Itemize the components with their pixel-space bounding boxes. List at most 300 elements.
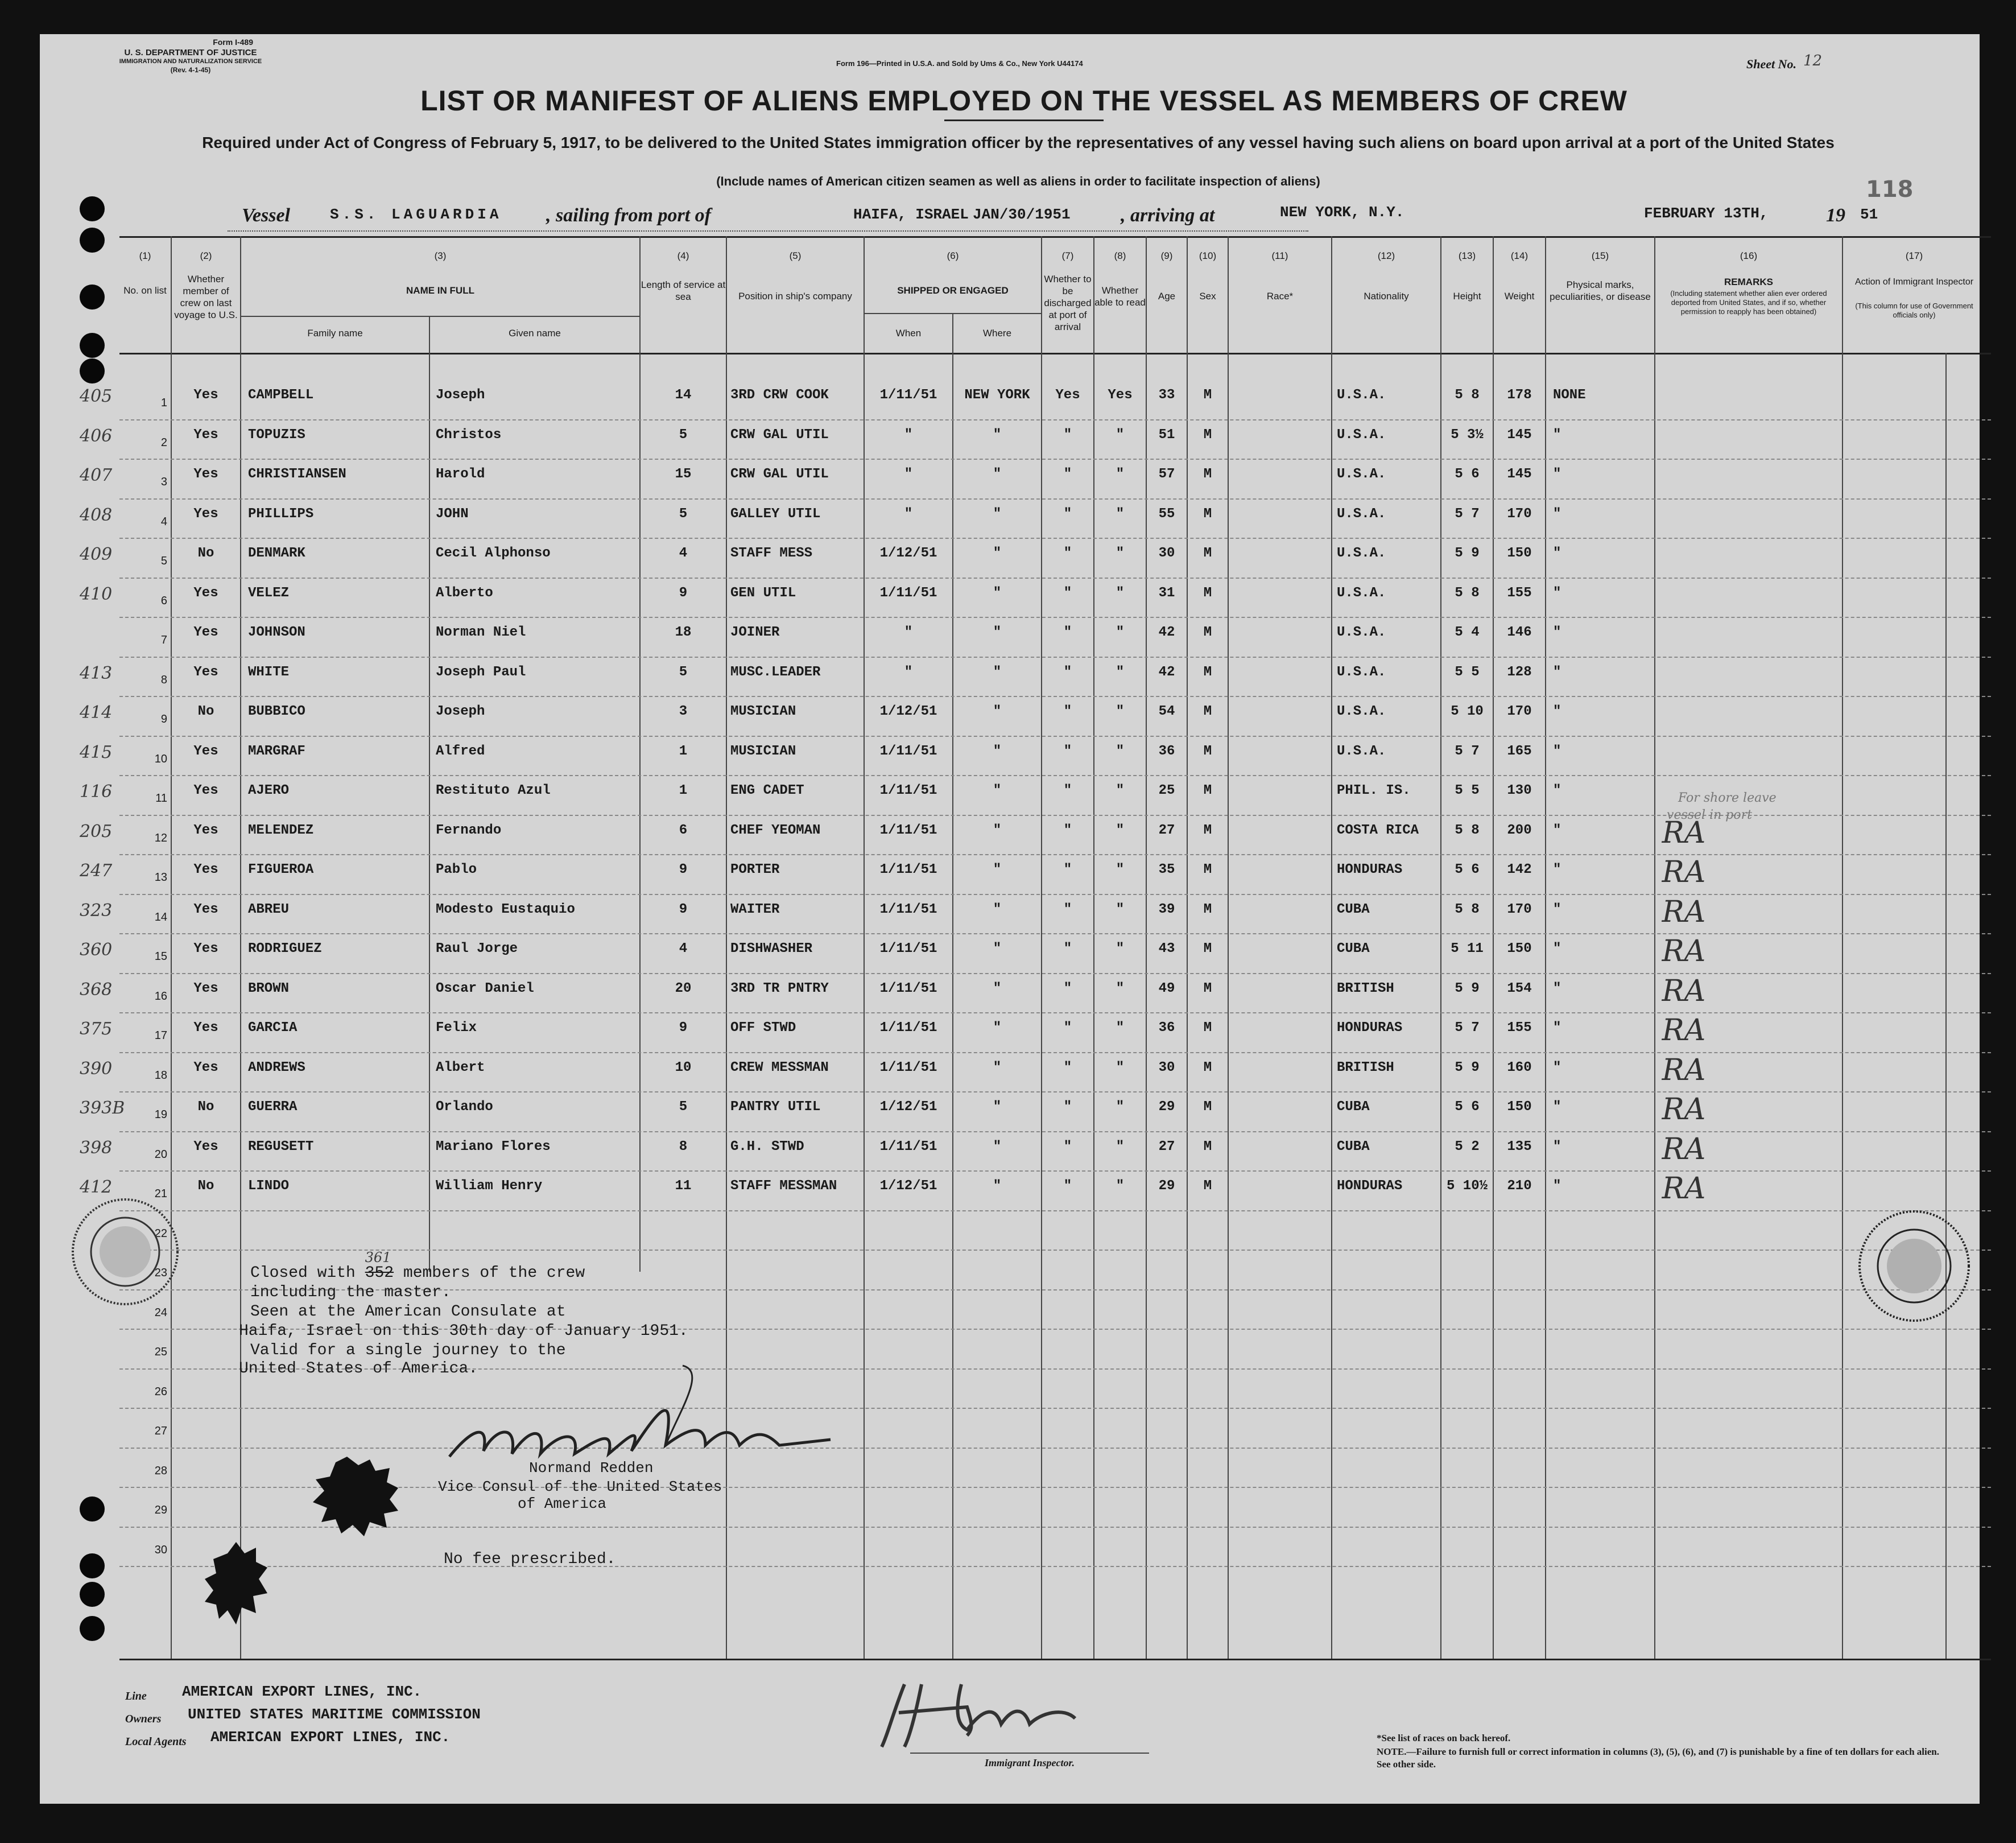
cell-age: 27 bbox=[1158, 1139, 1175, 1155]
remarks-ra-initials: RA bbox=[1662, 1092, 1706, 1127]
cell-nat: BRITISH bbox=[1337, 980, 1394, 996]
cell-nat: U.S.A. bbox=[1337, 546, 1386, 561]
cell-age: 29 bbox=[1158, 1099, 1175, 1115]
cell-where: " bbox=[993, 980, 1002, 996]
punch-hole bbox=[80, 333, 105, 358]
cell-phys: " bbox=[1553, 546, 1561, 561]
punch-hole bbox=[80, 358, 105, 384]
cell-phys: " bbox=[1553, 704, 1561, 719]
cell-given: Orlando bbox=[436, 1099, 493, 1115]
cell-age: 36 bbox=[1158, 743, 1175, 759]
cell-read: " bbox=[1116, 704, 1125, 719]
row-rule bbox=[119, 1210, 1991, 1211]
cell-family: RODRIGUEZ bbox=[248, 941, 322, 956]
cell-sex: M bbox=[1203, 664, 1212, 680]
cell-disch: " bbox=[1063, 862, 1072, 877]
cell-age: 31 bbox=[1158, 585, 1175, 601]
row-number: 27 bbox=[154, 1425, 167, 1437]
cert-line5: Valid for a single journey to the bbox=[250, 1342, 566, 1359]
cell-weight: 150 bbox=[1507, 546, 1532, 561]
col-head-shipped: SHIPPED OR ENGAGED bbox=[897, 285, 1009, 296]
cell-height: 5 7 bbox=[1455, 743, 1480, 759]
cell-phys: " bbox=[1553, 743, 1561, 759]
row-rule bbox=[119, 1250, 1991, 1251]
cell-disch: " bbox=[1063, 625, 1072, 640]
cell-read: Yes bbox=[1108, 387, 1133, 403]
cell-when: 1/11/51 bbox=[879, 1059, 937, 1075]
cell-sex: M bbox=[1203, 1059, 1212, 1075]
cell-height: 5 4 bbox=[1455, 625, 1480, 640]
cell-phys: " bbox=[1553, 783, 1561, 798]
form-note: (Include names of American citizen seamen as well as aliens in order to facilitate inspection of aliens) bbox=[716, 174, 1320, 188]
row-number: 23 bbox=[154, 1267, 167, 1279]
col-head-height: Height bbox=[1453, 291, 1481, 302]
arriving-label: , arriving at bbox=[1121, 205, 1215, 226]
handwritten-manifest-number: 375 bbox=[80, 1019, 113, 1039]
cell-family: REGUSETT bbox=[248, 1139, 314, 1155]
cell-position: GALLEY UTIL bbox=[730, 506, 821, 522]
remarks-ra-initials: RA bbox=[1662, 934, 1706, 968]
owners-value: UNITED STATES MARITIME COMMISSION bbox=[188, 1706, 481, 1723]
col-head-physical: Physical marks, peculiarities, or disease bbox=[1550, 279, 1651, 302]
cell-crew: Yes bbox=[193, 467, 218, 482]
cell-given: Joseph Paul bbox=[436, 664, 526, 680]
cell-sex: M bbox=[1203, 467, 1212, 482]
inspector-label: Immigrant Inspector. bbox=[984, 1757, 1075, 1768]
cell-crew: Yes bbox=[193, 941, 218, 956]
remarks-ra-initials: RA bbox=[1662, 1053, 1706, 1087]
punch-hole bbox=[80, 1616, 105, 1641]
cell-family: ANDREWS bbox=[248, 1059, 305, 1075]
cert-typed-count: 352 bbox=[365, 1264, 394, 1282]
cell-crew: Yes bbox=[193, 427, 218, 443]
cell-phys: " bbox=[1553, 625, 1561, 640]
row-number: 7 bbox=[160, 634, 167, 646]
cert-line3: Seen at the American Consulate at bbox=[250, 1303, 566, 1321]
cell-position: CRW GAL UTIL bbox=[730, 467, 829, 482]
cell-read: " bbox=[1116, 506, 1125, 522]
form-subtitle: Required under Act of Congress of February 5, 1917, to be delivered to the United States immigration officer by the representatives of any vessel having such aliens on board upon arrival at a port of the United States bbox=[202, 134, 1835, 151]
row-number: 15 bbox=[154, 950, 167, 963]
races-note: *See list of races on back hereof. bbox=[1377, 1733, 1511, 1743]
handwritten-manifest-number: 398 bbox=[80, 1137, 113, 1158]
crew-row bbox=[40, 739, 1980, 779]
cell-where: " bbox=[993, 1059, 1002, 1075]
cell-sex: M bbox=[1203, 1020, 1212, 1036]
cell-weight: 200 bbox=[1507, 822, 1532, 838]
cell-position: MUSICIAN bbox=[730, 743, 796, 759]
cell-read: " bbox=[1116, 1178, 1125, 1194]
handwritten-manifest-number: 410 bbox=[80, 584, 113, 604]
cell-crew: Yes bbox=[193, 585, 218, 601]
cell-position: CREW MESSMAN bbox=[730, 1059, 829, 1075]
cell-age: 49 bbox=[1158, 980, 1175, 996]
cell-phys: " bbox=[1553, 980, 1561, 996]
cell-nat: CUBA bbox=[1337, 901, 1370, 917]
cell-when: 1/11/51 bbox=[879, 387, 937, 403]
col-num: (17) bbox=[1905, 250, 1923, 261]
cell-crew: No bbox=[197, 704, 214, 719]
cell-family: LINDO bbox=[248, 1178, 290, 1194]
punch-hole bbox=[80, 1582, 105, 1607]
col-head-when: When bbox=[895, 328, 922, 339]
cell-given: JOHN bbox=[436, 506, 469, 522]
cell-weight: 155 bbox=[1507, 1020, 1532, 1036]
cell-height: 5 6 bbox=[1455, 862, 1480, 877]
cell-service: 18 bbox=[675, 625, 692, 640]
col-head-discharged: Whether to be discharged at port of arrival bbox=[1044, 274, 1092, 332]
cell-given: Alfred bbox=[436, 743, 485, 759]
cell-given: Cecil Alphonso bbox=[436, 546, 551, 561]
cell-family: VELEZ bbox=[248, 585, 290, 601]
cert-hand-count: 361 bbox=[365, 1250, 391, 1265]
cell-position: PORTER bbox=[730, 862, 780, 877]
handwritten-manifest-number: 408 bbox=[80, 505, 113, 525]
row-number: 6 bbox=[160, 594, 167, 607]
cell-height: 5 6 bbox=[1455, 1099, 1480, 1115]
cell-read: " bbox=[1116, 822, 1125, 838]
cell-sex: M bbox=[1203, 1178, 1212, 1194]
line-label: Line bbox=[125, 1690, 147, 1702]
row-number: 4 bbox=[160, 515, 167, 528]
cell-height: 5 2 bbox=[1455, 1139, 1480, 1155]
cell-when: 1/11/51 bbox=[879, 585, 937, 601]
row-rule bbox=[119, 1448, 1991, 1449]
departure-port: HAIFA, ISRAEL bbox=[853, 206, 969, 223]
cell-crew: Yes bbox=[193, 625, 218, 640]
row-rule bbox=[119, 775, 1991, 776]
cell-position: 3RD CRW COOK bbox=[730, 387, 829, 403]
cell-phys: NONE bbox=[1553, 387, 1586, 403]
cell-height: 5 9 bbox=[1455, 1059, 1480, 1075]
cell-phys: " bbox=[1553, 1059, 1561, 1075]
cell-crew: Yes bbox=[193, 387, 218, 403]
cell-given: Raul Jorge bbox=[436, 941, 518, 956]
remarks-ra-initials: RA bbox=[1662, 1013, 1706, 1048]
department: U. S. DEPARTMENT OF JUSTICE bbox=[124, 48, 257, 57]
cell-nat: U.S.A. bbox=[1337, 427, 1386, 443]
cell-disch: " bbox=[1063, 1059, 1072, 1075]
cell-when: 1/11/51 bbox=[879, 1139, 937, 1155]
cell-weight: 146 bbox=[1507, 625, 1532, 640]
cell-read: " bbox=[1116, 664, 1125, 680]
row-rule bbox=[119, 696, 1991, 697]
cell-nat: HONDURAS bbox=[1337, 1020, 1403, 1036]
cell-disch: " bbox=[1063, 783, 1072, 798]
cell-service: 4 bbox=[679, 941, 688, 956]
cell-position: JOINER bbox=[730, 625, 780, 640]
cell-when: 1/11/51 bbox=[879, 783, 937, 798]
col-head-action: Action of Immigrant Inspector bbox=[1854, 277, 1974, 287]
col-num: (1) bbox=[139, 250, 151, 261]
remarks-ra-initials: RA bbox=[1662, 974, 1706, 1008]
cell-where: " bbox=[993, 822, 1002, 838]
cell-service: 5 bbox=[679, 506, 688, 522]
cell-height: 5 6 bbox=[1455, 467, 1480, 482]
row-rule bbox=[119, 498, 1991, 500]
cell-read: " bbox=[1116, 1139, 1125, 1155]
arrival-port: NEW YORK, N.Y. bbox=[1280, 204, 1404, 221]
arrival-date: FEBRUARY 13TH, bbox=[1644, 205, 1769, 222]
cell-crew: Yes bbox=[193, 506, 218, 522]
col-head-given: Given name bbox=[509, 328, 561, 339]
row-rule bbox=[119, 419, 1991, 420]
cell-service: 3 bbox=[679, 704, 688, 719]
cell-where: " bbox=[993, 743, 1002, 759]
consul-title: Vice Consul of the United States bbox=[438, 1478, 722, 1495]
cell-position: STAFF MESS bbox=[730, 546, 813, 561]
crew-row bbox=[40, 1092, 1980, 1135]
row-number: 21 bbox=[154, 1188, 167, 1200]
col-head-crew: Whether member of crew on last voyage to U.S. bbox=[174, 274, 238, 320]
cell-nat: U.S.A. bbox=[1337, 704, 1386, 719]
cell-when: " bbox=[904, 427, 913, 443]
cell-given: Felix bbox=[436, 1020, 477, 1036]
crew-row bbox=[40, 976, 1980, 1016]
cell-position: WAITER bbox=[730, 901, 780, 917]
cell-sex: M bbox=[1203, 506, 1212, 522]
cell-nat: PHIL. IS. bbox=[1337, 783, 1411, 798]
col-head-position: Position in ship's company bbox=[738, 291, 852, 302]
cell-when: 1/11/51 bbox=[879, 941, 937, 956]
row-rule bbox=[119, 1408, 1991, 1409]
col-head-name: NAME IN FULL bbox=[406, 285, 474, 296]
cell-family: JOHNSON bbox=[248, 625, 305, 640]
col-head-age: Age bbox=[1158, 291, 1176, 302]
cell-position: GEN UTIL bbox=[730, 585, 796, 601]
col-num: (2) bbox=[200, 250, 212, 261]
remarks-ra-initials: RA bbox=[1662, 815, 1706, 850]
cell-height: 5 10 bbox=[1451, 704, 1484, 719]
cell-nat: CUBA bbox=[1337, 941, 1370, 956]
remarks-ra-initials: RA bbox=[1662, 855, 1706, 889]
cell-read: " bbox=[1116, 941, 1125, 956]
cell-nat: HONDURAS bbox=[1337, 862, 1403, 877]
cell-given: Mariano Flores bbox=[436, 1139, 551, 1155]
cell-when: 1/12/51 bbox=[879, 704, 937, 719]
cell-age: 33 bbox=[1158, 387, 1175, 403]
cert-line6: United States of America. bbox=[239, 1360, 478, 1378]
cell-read: " bbox=[1116, 862, 1125, 877]
col-head-where: Where bbox=[982, 328, 1012, 339]
cell-read: " bbox=[1116, 1020, 1125, 1036]
cell-crew: Yes bbox=[193, 1139, 218, 1155]
row-number: 29 bbox=[154, 1504, 167, 1516]
cell-nat: U.S.A. bbox=[1337, 506, 1386, 522]
cell-height: 5 3½ bbox=[1451, 427, 1484, 443]
cell-phys: " bbox=[1553, 822, 1561, 838]
handwritten-manifest-number: 205 bbox=[80, 821, 113, 842]
cell-given: Harold bbox=[436, 467, 485, 482]
cell-position: MUSICIAN bbox=[730, 704, 796, 719]
cell-where: " bbox=[993, 664, 1002, 680]
cell-weight: 210 bbox=[1507, 1178, 1532, 1194]
crew-row bbox=[40, 541, 1980, 581]
row-rule bbox=[119, 736, 1991, 737]
cell-service: 9 bbox=[679, 1020, 688, 1036]
service: IMMIGRATION AND NATURALIZATION SERVICE bbox=[119, 58, 262, 65]
col-head-no: No. on list bbox=[123, 285, 167, 296]
cell-when: 1/12/51 bbox=[879, 546, 937, 561]
row-number: 5 bbox=[160, 555, 167, 567]
row-number: 18 bbox=[154, 1069, 167, 1082]
cell-disch: " bbox=[1063, 664, 1072, 680]
cell-disch: " bbox=[1063, 1099, 1072, 1115]
row-rule bbox=[119, 617, 1991, 618]
cell-position: G.H. STWD bbox=[730, 1139, 804, 1155]
handwritten-manifest-number: 412 bbox=[80, 1177, 113, 1197]
cell-disch: " bbox=[1063, 585, 1072, 601]
cell-family: WHITE bbox=[248, 664, 290, 680]
cert-closed-with: Closed with bbox=[250, 1264, 356, 1282]
cell-when: 1/11/51 bbox=[879, 1020, 937, 1036]
cell-sex: M bbox=[1203, 1099, 1212, 1115]
cell-weight: 154 bbox=[1507, 980, 1532, 996]
blank-row bbox=[40, 1411, 1980, 1451]
cell-height: 5 8 bbox=[1455, 901, 1480, 917]
col-head-race: Race* bbox=[1266, 291, 1294, 302]
cell-read: " bbox=[1116, 546, 1125, 561]
cell-given: William Henry bbox=[436, 1178, 543, 1194]
cell-weight: 128 bbox=[1507, 664, 1532, 680]
cell-age: 57 bbox=[1158, 467, 1175, 482]
cell-phys: " bbox=[1553, 1099, 1561, 1115]
cell-sex: M bbox=[1203, 980, 1212, 996]
cell-read: " bbox=[1116, 467, 1125, 482]
cell-weight: 160 bbox=[1507, 1059, 1532, 1075]
vessel-line-rule bbox=[228, 230, 1308, 232]
cell-nat: U.S.A. bbox=[1337, 467, 1386, 482]
crew-row bbox=[40, 383, 1980, 423]
cell-where: " bbox=[993, 1099, 1002, 1115]
cell-phys: " bbox=[1553, 467, 1561, 482]
row-number: 22 bbox=[154, 1227, 167, 1240]
cell-age: 36 bbox=[1158, 1020, 1175, 1036]
cell-crew: Yes bbox=[193, 1059, 218, 1075]
vessel-label: Vessel bbox=[242, 205, 290, 226]
row-number: 16 bbox=[154, 989, 167, 1003]
cell-age: 30 bbox=[1158, 546, 1175, 561]
cell-weight: 142 bbox=[1507, 862, 1532, 877]
cell-service: 20 bbox=[675, 980, 692, 996]
cell-weight: 135 bbox=[1507, 1139, 1532, 1155]
cell-phys: " bbox=[1553, 427, 1561, 443]
col-head-remarks: REMARKS bbox=[1724, 277, 1773, 287]
cell-service: 8 bbox=[679, 1139, 688, 1155]
year-prefix: 19 bbox=[1826, 205, 1845, 226]
cell-sex: M bbox=[1203, 743, 1212, 759]
cell-family: DENMARK bbox=[248, 546, 305, 561]
cell-position: PANTRY UTIL bbox=[730, 1099, 821, 1115]
cell-family: GUERRA bbox=[248, 1099, 298, 1115]
cell-nat: U.S.A. bbox=[1337, 664, 1386, 680]
cell-age: 39 bbox=[1158, 901, 1175, 917]
cell-where: " bbox=[993, 546, 1002, 561]
cell-service: 4 bbox=[679, 546, 688, 561]
cell-nat: U.S.A. bbox=[1337, 387, 1386, 403]
handwritten-manifest-number: 406 bbox=[80, 426, 113, 446]
handwritten-manifest-number: 390 bbox=[80, 1058, 113, 1079]
cell-disch: " bbox=[1063, 427, 1072, 443]
cell-crew: Yes bbox=[193, 980, 218, 996]
cell-weight: 150 bbox=[1507, 941, 1532, 956]
row-number: 30 bbox=[154, 1543, 167, 1556]
col-head-family: Family name bbox=[307, 328, 363, 339]
cell-weight: 150 bbox=[1507, 1099, 1532, 1115]
cell-given: Fernando bbox=[436, 822, 502, 838]
cell-phys: " bbox=[1553, 862, 1561, 877]
row-number: 3 bbox=[160, 476, 167, 488]
col-num: (5) bbox=[789, 250, 802, 261]
cell-crew: Yes bbox=[193, 664, 218, 680]
cell-weight: 145 bbox=[1507, 467, 1532, 482]
crew-row bbox=[40, 699, 1980, 739]
cell-read: " bbox=[1116, 1099, 1125, 1115]
cell-age: 54 bbox=[1158, 704, 1175, 719]
sheet-number: 12 bbox=[1803, 52, 1823, 69]
cell-where: " bbox=[993, 783, 1002, 798]
consul-name: Normand Redden bbox=[529, 1459, 654, 1477]
cell-height: 5 8 bbox=[1455, 822, 1480, 838]
row-rule bbox=[119, 538, 1991, 539]
vessel-name: S.S. LAGUARDIA bbox=[330, 206, 502, 223]
cell-when: " bbox=[904, 625, 913, 640]
col-head-read: Whether able to read bbox=[1094, 285, 1146, 308]
cell-where: " bbox=[993, 427, 1002, 443]
cell-position: STAFF MESSMAN bbox=[730, 1178, 837, 1194]
sheet-label: Sheet No. bbox=[1746, 57, 1796, 71]
cell-service: 10 bbox=[675, 1059, 692, 1075]
cell-height: 5 9 bbox=[1455, 546, 1480, 561]
cell-when: " bbox=[904, 664, 913, 680]
cell-position: OFF STWD bbox=[730, 1020, 796, 1036]
cell-where: " bbox=[993, 1139, 1002, 1155]
cell-weight: 170 bbox=[1507, 704, 1532, 719]
cell-sex: M bbox=[1203, 625, 1212, 640]
cell-weight: 170 bbox=[1507, 506, 1532, 522]
cell-crew: Yes bbox=[193, 783, 218, 798]
row-number: 24 bbox=[154, 1306, 167, 1319]
cell-service: 15 bbox=[675, 467, 692, 482]
crew-row bbox=[40, 660, 1980, 700]
punch-hole bbox=[80, 285, 105, 310]
remarks-ra-initials: RA bbox=[1662, 1172, 1706, 1206]
cell-where: " bbox=[993, 467, 1002, 482]
cell-sex: M bbox=[1203, 901, 1212, 917]
col-num: (15) bbox=[1591, 250, 1609, 261]
cell-height: 5 5 bbox=[1455, 664, 1480, 680]
cell-sex: M bbox=[1203, 783, 1212, 798]
form-title: LIST OR MANIFEST OF ALIENS EMPLOYED ON THE VESSEL AS MEMBERS OF CREW bbox=[420, 85, 1627, 117]
cell-crew: Yes bbox=[193, 743, 218, 759]
col-num: (16) bbox=[1740, 250, 1758, 261]
cell-age: 55 bbox=[1158, 506, 1175, 522]
cell-where: " bbox=[993, 1178, 1002, 1194]
cell-age: 35 bbox=[1158, 862, 1175, 877]
crew-row bbox=[40, 1053, 1980, 1095]
cell-disch: " bbox=[1063, 743, 1072, 759]
cell-height: 5 9 bbox=[1455, 980, 1480, 996]
cell-given: Christos bbox=[436, 427, 502, 443]
cell-where: " bbox=[993, 625, 1002, 640]
handwritten-manifest-number: 413 bbox=[80, 663, 113, 683]
blank-row bbox=[40, 1214, 1980, 1254]
row-number: 14 bbox=[154, 910, 167, 923]
remarks-ra-initials: RA bbox=[1662, 1132, 1706, 1166]
cell-sex: M bbox=[1203, 1139, 1212, 1155]
cell-weight: 170 bbox=[1507, 901, 1532, 917]
cell-crew: Yes bbox=[193, 822, 218, 838]
